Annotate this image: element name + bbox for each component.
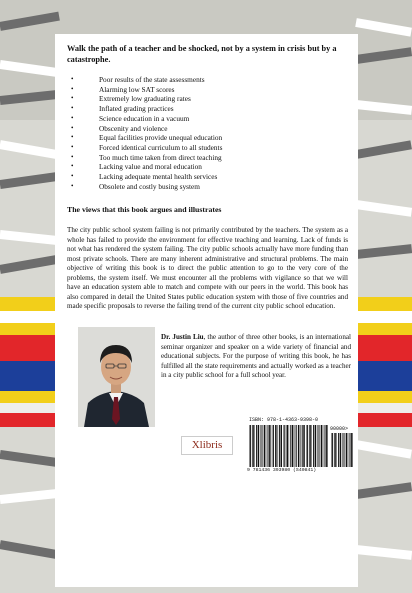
- list-item: • Too much time taken from direct teaching: [67, 153, 348, 163]
- author-section: [67, 324, 351, 474]
- body-paragraph: The city public school system failing is not primarily contributed by the teachers. The system as a whole has failed to provide the environment for effective teaching and learning. Lack of funds is not what has rendered the system failing. The city public schools actually have more funding than most private schools. There are many inherent administrative and structural problems. The main objective of writing this book is to direct the public attention to go to the very core of the problems, the system itself. We must encounter all the problems with vigilance so that we will have an education system able to match and compete with our peers in the world. This book has also compared in detail the United States public education system with those of five countries and made specific proposals to reverse the failing trend of the current city public school education.: [67, 226, 348, 311]
- author-name: Dr. Justin Liu: [161, 333, 204, 342]
- author-photo: [78, 327, 155, 427]
- isbn-label: ISBN: 978-1-4363-9398-0: [249, 416, 319, 423]
- list-item: • Forced identical curriculum to all students: [67, 143, 348, 153]
- diagonal-stripe: [0, 230, 60, 245]
- author-bio: [161, 333, 351, 381]
- list-item: • Science education in a vacuum: [67, 114, 348, 124]
- list-item: • Equal facilities provide unequal education: [67, 133, 348, 143]
- diagonal-stripe: [355, 200, 412, 217]
- diagonal-stripe: [0, 255, 60, 274]
- problem-list: [67, 75, 348, 191]
- author-portrait-illustration: [78, 327, 155, 427]
- author-bio-text: , the author of three other books, is an international seminar organizer and speaker on a wide variety of financial and educational subjects. For the purpose of writing this book, he has fulfilled all the state requirements and actually worked as a teacher in a city public school for a full school year.: [161, 333, 351, 380]
- back-cover-panel: [55, 34, 358, 587]
- section-heading: The views that this book argues and illustrates: [67, 205, 222, 215]
- diagonal-stripe: [356, 244, 412, 259]
- barcode-number: 9 781436 393980 (S40841): [247, 467, 317, 473]
- diagonal-stripe: [0, 140, 60, 159]
- diagonal-stripe: [355, 140, 412, 159]
- list-item: • Poor results of the state assessments: [67, 75, 348, 85]
- addon-barcode-bars: [331, 433, 353, 467]
- barcode-bars: [249, 425, 328, 467]
- list-item: • Obscenity and violence: [67, 124, 348, 134]
- list-item: • Alarming low SAT scores: [67, 85, 348, 95]
- isbn-barcode: [247, 417, 355, 477]
- list-item: • Extremely low graduating rates: [67, 94, 348, 104]
- list-item: • Lacking adequate mental health services: [67, 172, 348, 182]
- price-code: 90000>: [330, 425, 349, 432]
- list-item: • Lacking value and moral education: [67, 162, 348, 172]
- diagonal-stripe: [0, 172, 60, 189]
- list-item: • Obsolete and costly busing system: [67, 182, 348, 192]
- publisher-logo: Xlibris: [181, 436, 233, 455]
- list-item: • Inflated grading practices: [67, 104, 348, 114]
- headline: Walk the path of a teacher and be shocked, not by a system in crisis but by a catastrophe.: [67, 44, 337, 64]
